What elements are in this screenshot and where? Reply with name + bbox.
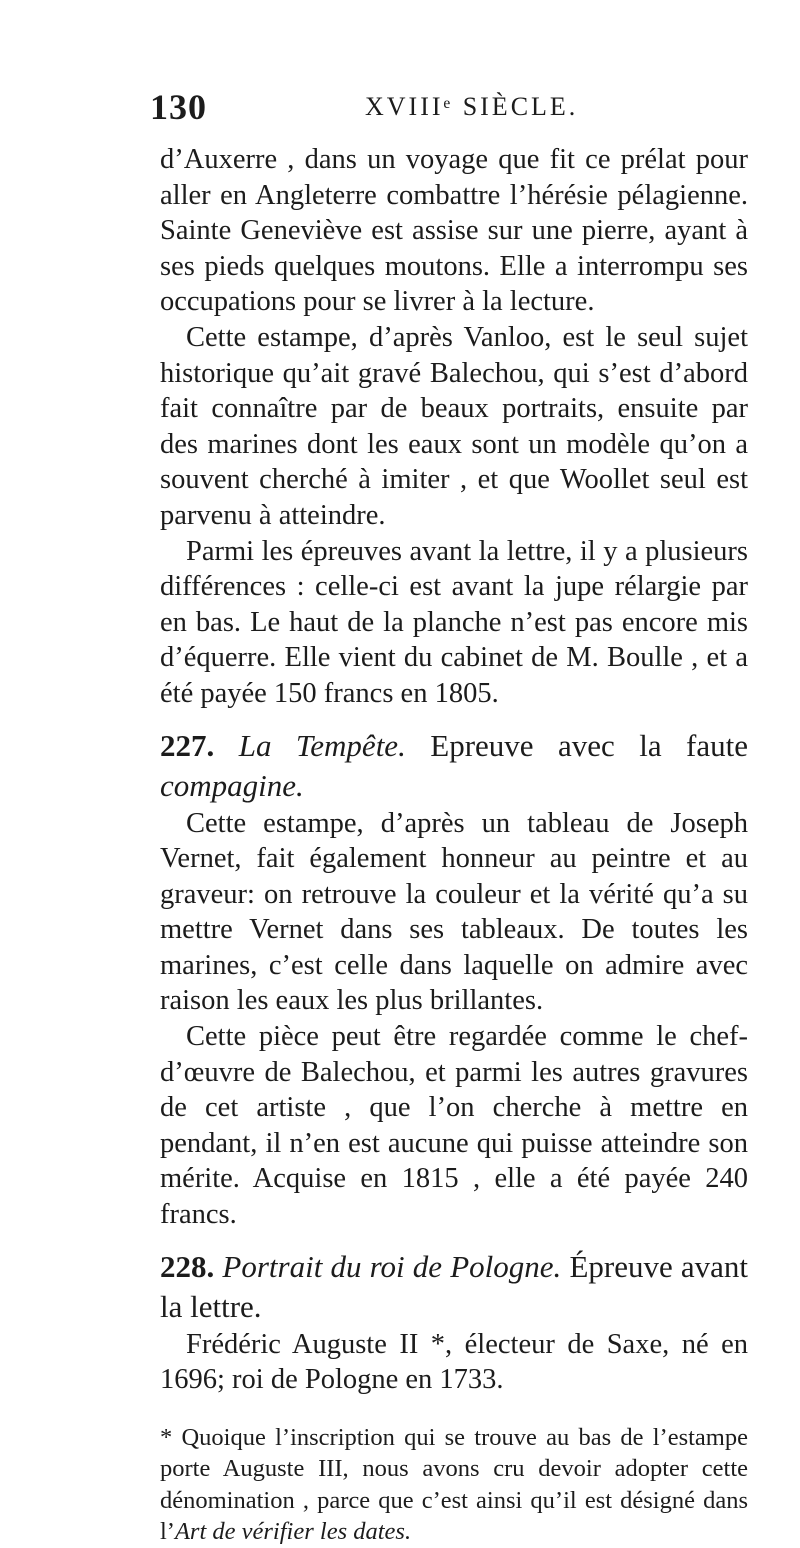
- entry-228-title: Portrait du roi de Pologne.: [222, 1248, 562, 1284]
- entry-228-text: Épreuve avant la lettre.: [160, 1248, 749, 1324]
- body-text: [160, 142, 748, 1548]
- paragraph-8: Frédéric Auguste II *, électeur de Saxe, né en 1696; roi de Pologne en 1733.: [160, 1328, 748, 1396]
- footnote-text: * Quoique l’inscription qui se trouve au bas de l’estampe porte Auguste III, nous avons cru devoir adopter cette dénomination , parce que c’est ainsi qu’il est désigné dans l’: [160, 1423, 748, 1546]
- footnote-italic-title: Art de vérifier les dates.: [174, 1518, 412, 1546]
- page-header: [150, 86, 730, 136]
- paragraph-1: d’Auxerre , dans un voyage que fit ce prélat pour aller en Angleterre combattre l’hérésie pélagienne. Sainte Geneviève est assise sur une pierre, ayant à ses pieds quelques moutons. Elle a interrompu ses occupations pour se livrer à la lecture.: [160, 144, 748, 318]
- paragraph-3: Parmi les épreuves avant la lettre, il y a plusieurs différences : celle-ci est avant la jupe rélargie par en bas. Le haut de la planche n’est pas encore mis d’équerre. Elle vient du cabinet de M. Boulle , et a été payée 150 francs en 1805.: [160, 535, 748, 709]
- page-number: 130: [150, 87, 207, 127]
- entry-227-title: La Tempête.: [238, 727, 406, 763]
- entry-227-number: 227.: [160, 727, 215, 763]
- entry-227-heading: [160, 726, 748, 806]
- paragraph-5: Cette estampe, d’après un tableau de Joseph Vernet, fait également honneur au peintre et au graveur: on retrouve la couleur et la vérité qu’a su mettre Vernet dans ses tableaux. De toutes les marines, c’est celle dans laquelle on admire avec raison les eaux les plus brillantes.: [160, 807, 748, 1017]
- paragraph-6: Cette pièce peut être regardée comme le chef-d’œuvre de Balechou, et parmi les autres gravures de cet artiste , que l’on cherche à mettre en pendant, il n’en est aucune qui puisse atteindre son mérite. Acquise en 1815 , elle a été payée 240 francs.: [160, 1021, 748, 1231]
- entry-228-number: 228.: [160, 1248, 215, 1284]
- entry-227-text: Epreuve avec la faute: [430, 727, 749, 763]
- entry-227-fault-word: compagine.: [160, 767, 304, 803]
- footnote: [160, 1422, 748, 1548]
- paragraph-2: Cette estampe, d’après Vanloo, est le seul sujet historique qu’ait gravé Balechou, qui s’est d’abord fait connaître par de beaux portraits, ensuite par des marines dont les eaux sont un modèle qu’on a souvent cherché à imiter , et que Woollet seul est parvenu à atteindre.: [160, 321, 748, 531]
- entry-228-heading: [160, 1247, 748, 1327]
- running-head: XVIIIᵉ SIÈCLE.: [365, 92, 579, 121]
